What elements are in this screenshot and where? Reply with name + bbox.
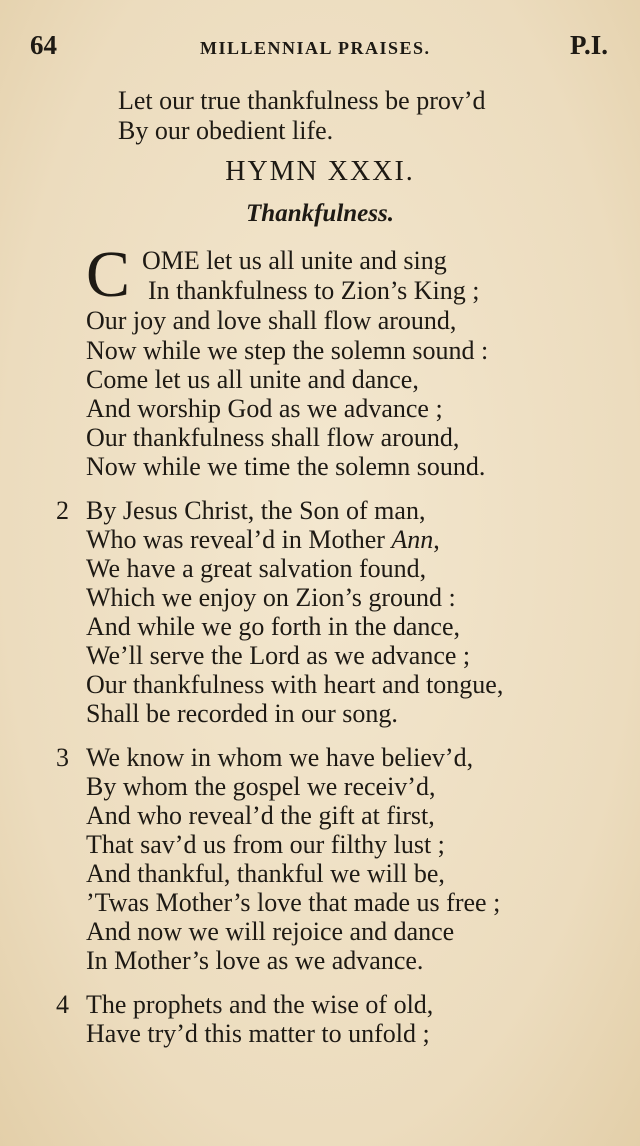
verse-line: That sav’d us from our filthy lust ; (86, 830, 445, 859)
verse-line-italic: Ann (391, 525, 434, 554)
hymn-title: HYMN XXXI. (225, 156, 415, 187)
verse-line: And who reveal’d the gift at first, (86, 801, 435, 830)
page-number: 64 (30, 30, 57, 60)
verse-line: We know in whom we have believ’d, (86, 743, 474, 772)
verse-line: Our thankfulness with heart and tongue, (86, 670, 504, 699)
verse-line: ’Twas Mother’s love that made us free ; (86, 888, 501, 917)
verse-line: And now we will rejoice and dance (86, 917, 455, 946)
verse-line: In thankfulness to Zion’s King ; (148, 276, 480, 305)
verse-line: By whom the gospel we receiv’d, (86, 772, 436, 801)
verse-line: Have try’d this matter to unfold ; (86, 1019, 430, 1048)
verse-number: 4 (56, 990, 69, 1019)
verse-line: Which we enjoy on Zion’s ground : (86, 583, 456, 612)
verse-line: We have a great salvation found, (86, 554, 427, 583)
carryover-line: Let our true thankfulness be prov’d (118, 86, 486, 115)
verse-number: 2 (56, 496, 69, 525)
verse-line: Our thankfulness shall flow around, (86, 423, 460, 452)
carryover-line: By our obedient life. (118, 116, 334, 145)
verse-line: Shall be recorded in our song. (86, 699, 398, 728)
verse-line: Come let us all unite and dance, (86, 365, 419, 394)
verse-line: And thankful, thankful we will be, (86, 859, 445, 888)
verse-line: We’ll serve the Lord as we advance ; (86, 641, 471, 670)
section-mark: P.I. (570, 30, 609, 60)
verse-line: OME let us all unite and sing (142, 246, 447, 275)
verse-line: And worship God as we advance ; (86, 394, 443, 423)
hymn-subtitle: Thankfulness. (246, 200, 394, 227)
verse-line: Our joy and love shall flow around, (86, 306, 457, 335)
drop-cap: C (86, 238, 131, 311)
verse-line: And while we go forth in the dance, (86, 612, 461, 641)
verse-line: In Mother’s love as we advance. (86, 946, 424, 975)
verse-line-punct: , (433, 525, 440, 554)
page-header (0, 30, 640, 70)
verse-line: The prophets and the wise of old, (86, 990, 434, 1019)
verse-line (86, 525, 440, 555)
verse-line: By Jesus Christ, the Son of man, (86, 496, 426, 525)
verse-line-text: Who was reveal’d in Mother (86, 525, 392, 554)
verse-line: Now while we time the solemn sound. (86, 452, 486, 481)
verse-line: Now while we step the solemn sound : (86, 336, 489, 365)
verse-number: 3 (56, 743, 69, 772)
running-title: MILLENNIAL PRAISES. (200, 38, 431, 58)
